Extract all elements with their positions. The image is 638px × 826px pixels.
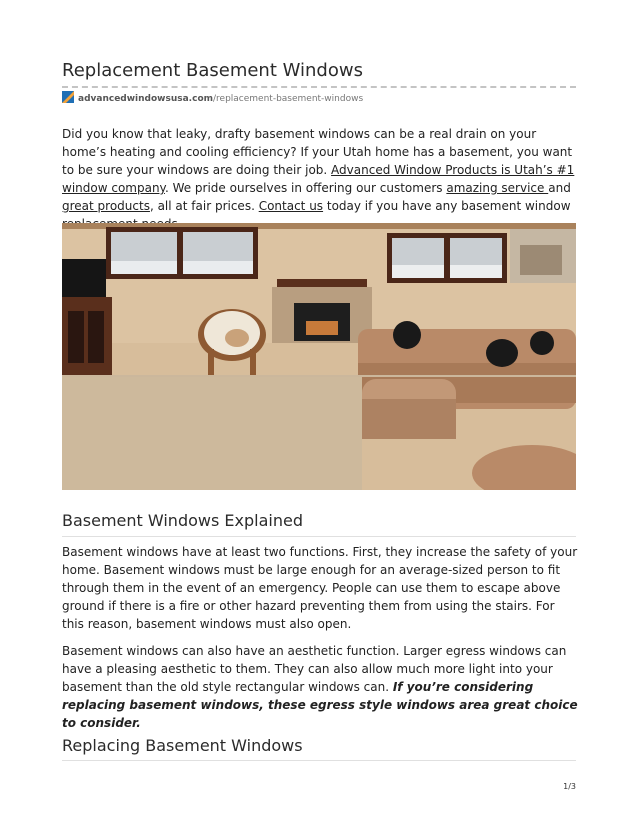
intro-text-1: Did you know that leaky, drafty basement windows can be a real drain on your home’s heating and cooling efficiency? If your Utah home has a basement, you want to be sure your windows are doing their job.: [62, 127, 573, 177]
section-heading-replacing: Replacing Basement Windows: [62, 736, 303, 755]
title-divider: [62, 86, 576, 88]
favicon-icon: [62, 91, 74, 103]
source-path: /replacement-basement-windows: [213, 94, 364, 104]
explained-paragraph-2-text: Basement windows can also have an aesthetic function. Larger egress windows can have a pleasing aesthetic to them. They can also allow much more light into your basement than the old style rectangular windows can.: [62, 644, 567, 694]
contact-link[interactable]: Contact us: [258, 199, 324, 213]
basement-living-room-photo: [62, 223, 576, 490]
intro-text-3: and: [548, 181, 571, 195]
intro-text-5: today if you have any basement window: [326, 199, 571, 213]
source-url[interactable]: [62, 91, 363, 105]
intro-text-2: . We pride ourselves in offering our customers: [164, 181, 447, 195]
explained-paragraph-1: Basement windows have at least two functions. First, they increase the safety of your home. Basement windows must be large enough for an average-sized person to fit through them in the event of an emergency. People can use them to escape above ground if there is a fire or other hazard preventing them from using the stairs. For this reason, basement windows must also open.: [62, 545, 578, 631]
section-divider: [62, 760, 576, 761]
company-link[interactable]: Advanced Window Products is Utah’s #1 window company: [62, 163, 575, 195]
intro-paragraph: [62, 125, 578, 233]
intro-text-4: , all at fair prices.: [149, 199, 259, 213]
section-divider: [62, 536, 576, 537]
explained-paragraph-2: [62, 642, 578, 732]
section-heading-explained: Basement Windows Explained: [62, 511, 303, 530]
products-link[interactable]: great products: [62, 199, 150, 213]
service-link[interactable]: amazing service: [446, 181, 549, 195]
egress-recommendation: If you’re considering replacing basement windows, these egress style windows area great choice to consider.: [62, 680, 578, 730]
page-title: Replacement Basement Windows: [62, 60, 363, 81]
source-domain: advancedwindowsusa.com: [78, 94, 213, 104]
page-number: 1/3: [563, 782, 576, 791]
